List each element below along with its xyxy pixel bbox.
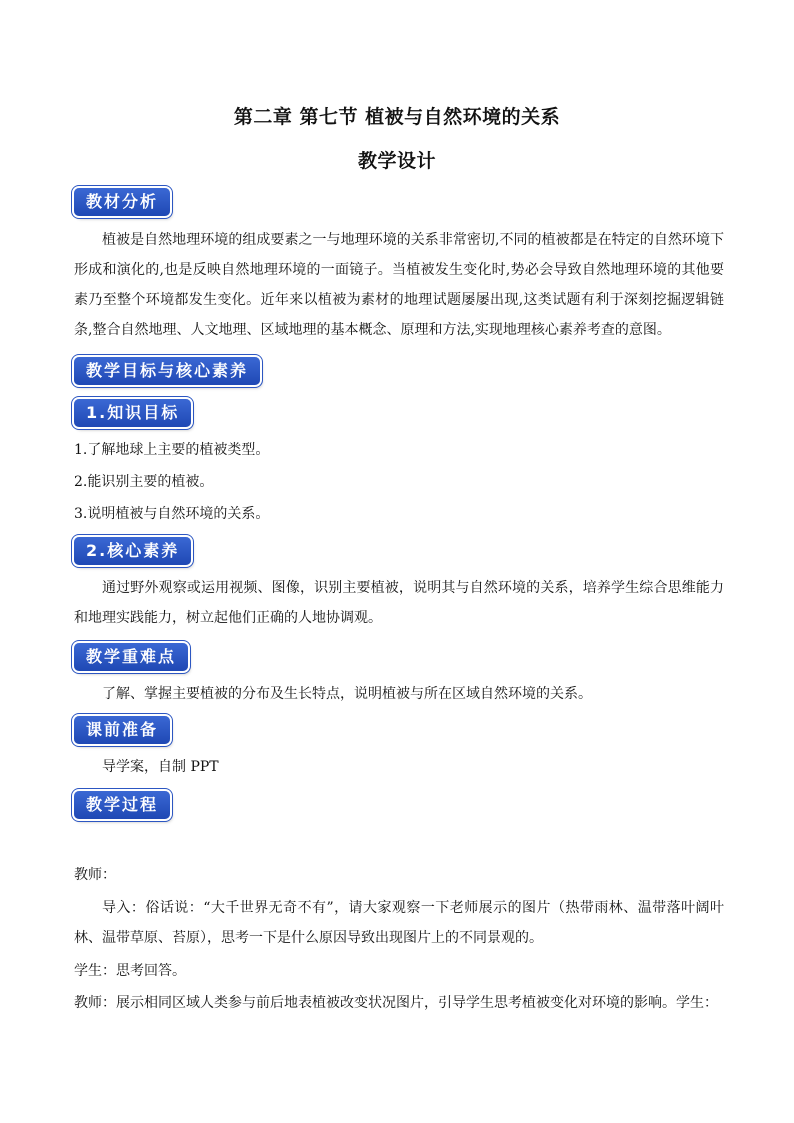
knowledge-item-3: 3.说明植被与自然环境的关系。	[74, 506, 270, 522]
section-badge-process: 教学过程	[74, 791, 170, 819]
material-analysis-paragraph: 植被是自然地理环境的组成要素之一与地理环境的关系非常密切,不同的植被都是在特定的自然环境下形成和演化的,也是反映自然地理环境的一面镜子。当植被发生变化时,势必会导致自然地理环境的其他要素乃至整个环境都发生变化。近年来以植被为素材的地理试题屡屡出现,这类试题有利于深刻挖掘逻辑链条,整合自然地理、人文地理、区域地理的基本概念、原理和方法,实现地理核心素养考查的意图。	[74, 232, 724, 338]
preparation-text: 导学案，自制 PPT	[102, 759, 219, 775]
section-badge-material-analysis: 教材分析	[74, 188, 170, 216]
process-line-student: 学生：思考回答。	[74, 963, 186, 979]
document-subtitle: 教学设计	[357, 150, 436, 172]
difficulty-text: 了解、掌握主要植被的分布及生长特点，说明植被与所在区域自然环境的关系。	[102, 686, 592, 702]
document-title: 第二章 第七节 植被与自然环境的关系	[233, 106, 561, 128]
knowledge-item-2: 2.能识别主要的植被。	[74, 474, 214, 490]
section-badge-core-literacy: 2.核心素养	[74, 537, 191, 565]
knowledge-item-1: 1.了解地球上主要的植被类型。	[74, 442, 270, 458]
process-line-intro: 导入：俗话说：“大千世界无奇不有”，请大家观察一下老师展示的图片（热带雨林、温带落叶阔叶林、温带草原、苔原），思考一下是什么原因导致出现图片上的不同景观的。	[74, 900, 724, 946]
process-line-teacher-2: 教师：展示相同区域人类参与前后地表植被改变状况图片，引导学生思考植被变化对环境的影响。学生：	[74, 995, 718, 1011]
core-literacy-paragraph: 通过野外观察或运用视频、图像，识别主要植被，说明其与自然环境的关系，培养学生综合思维能力和地理实践能力，树立起他们正确的人地协调观。	[74, 580, 724, 626]
section-badge-preparation: 课前准备	[74, 716, 170, 744]
section-badge-objectives: 教学目标与核心素养	[74, 357, 260, 385]
section-badge-knowledge-goals: 1.知识目标	[74, 399, 191, 427]
section-badge-difficulty: 教学重难点	[74, 643, 188, 671]
process-line-teacher: 教师：	[74, 867, 116, 883]
